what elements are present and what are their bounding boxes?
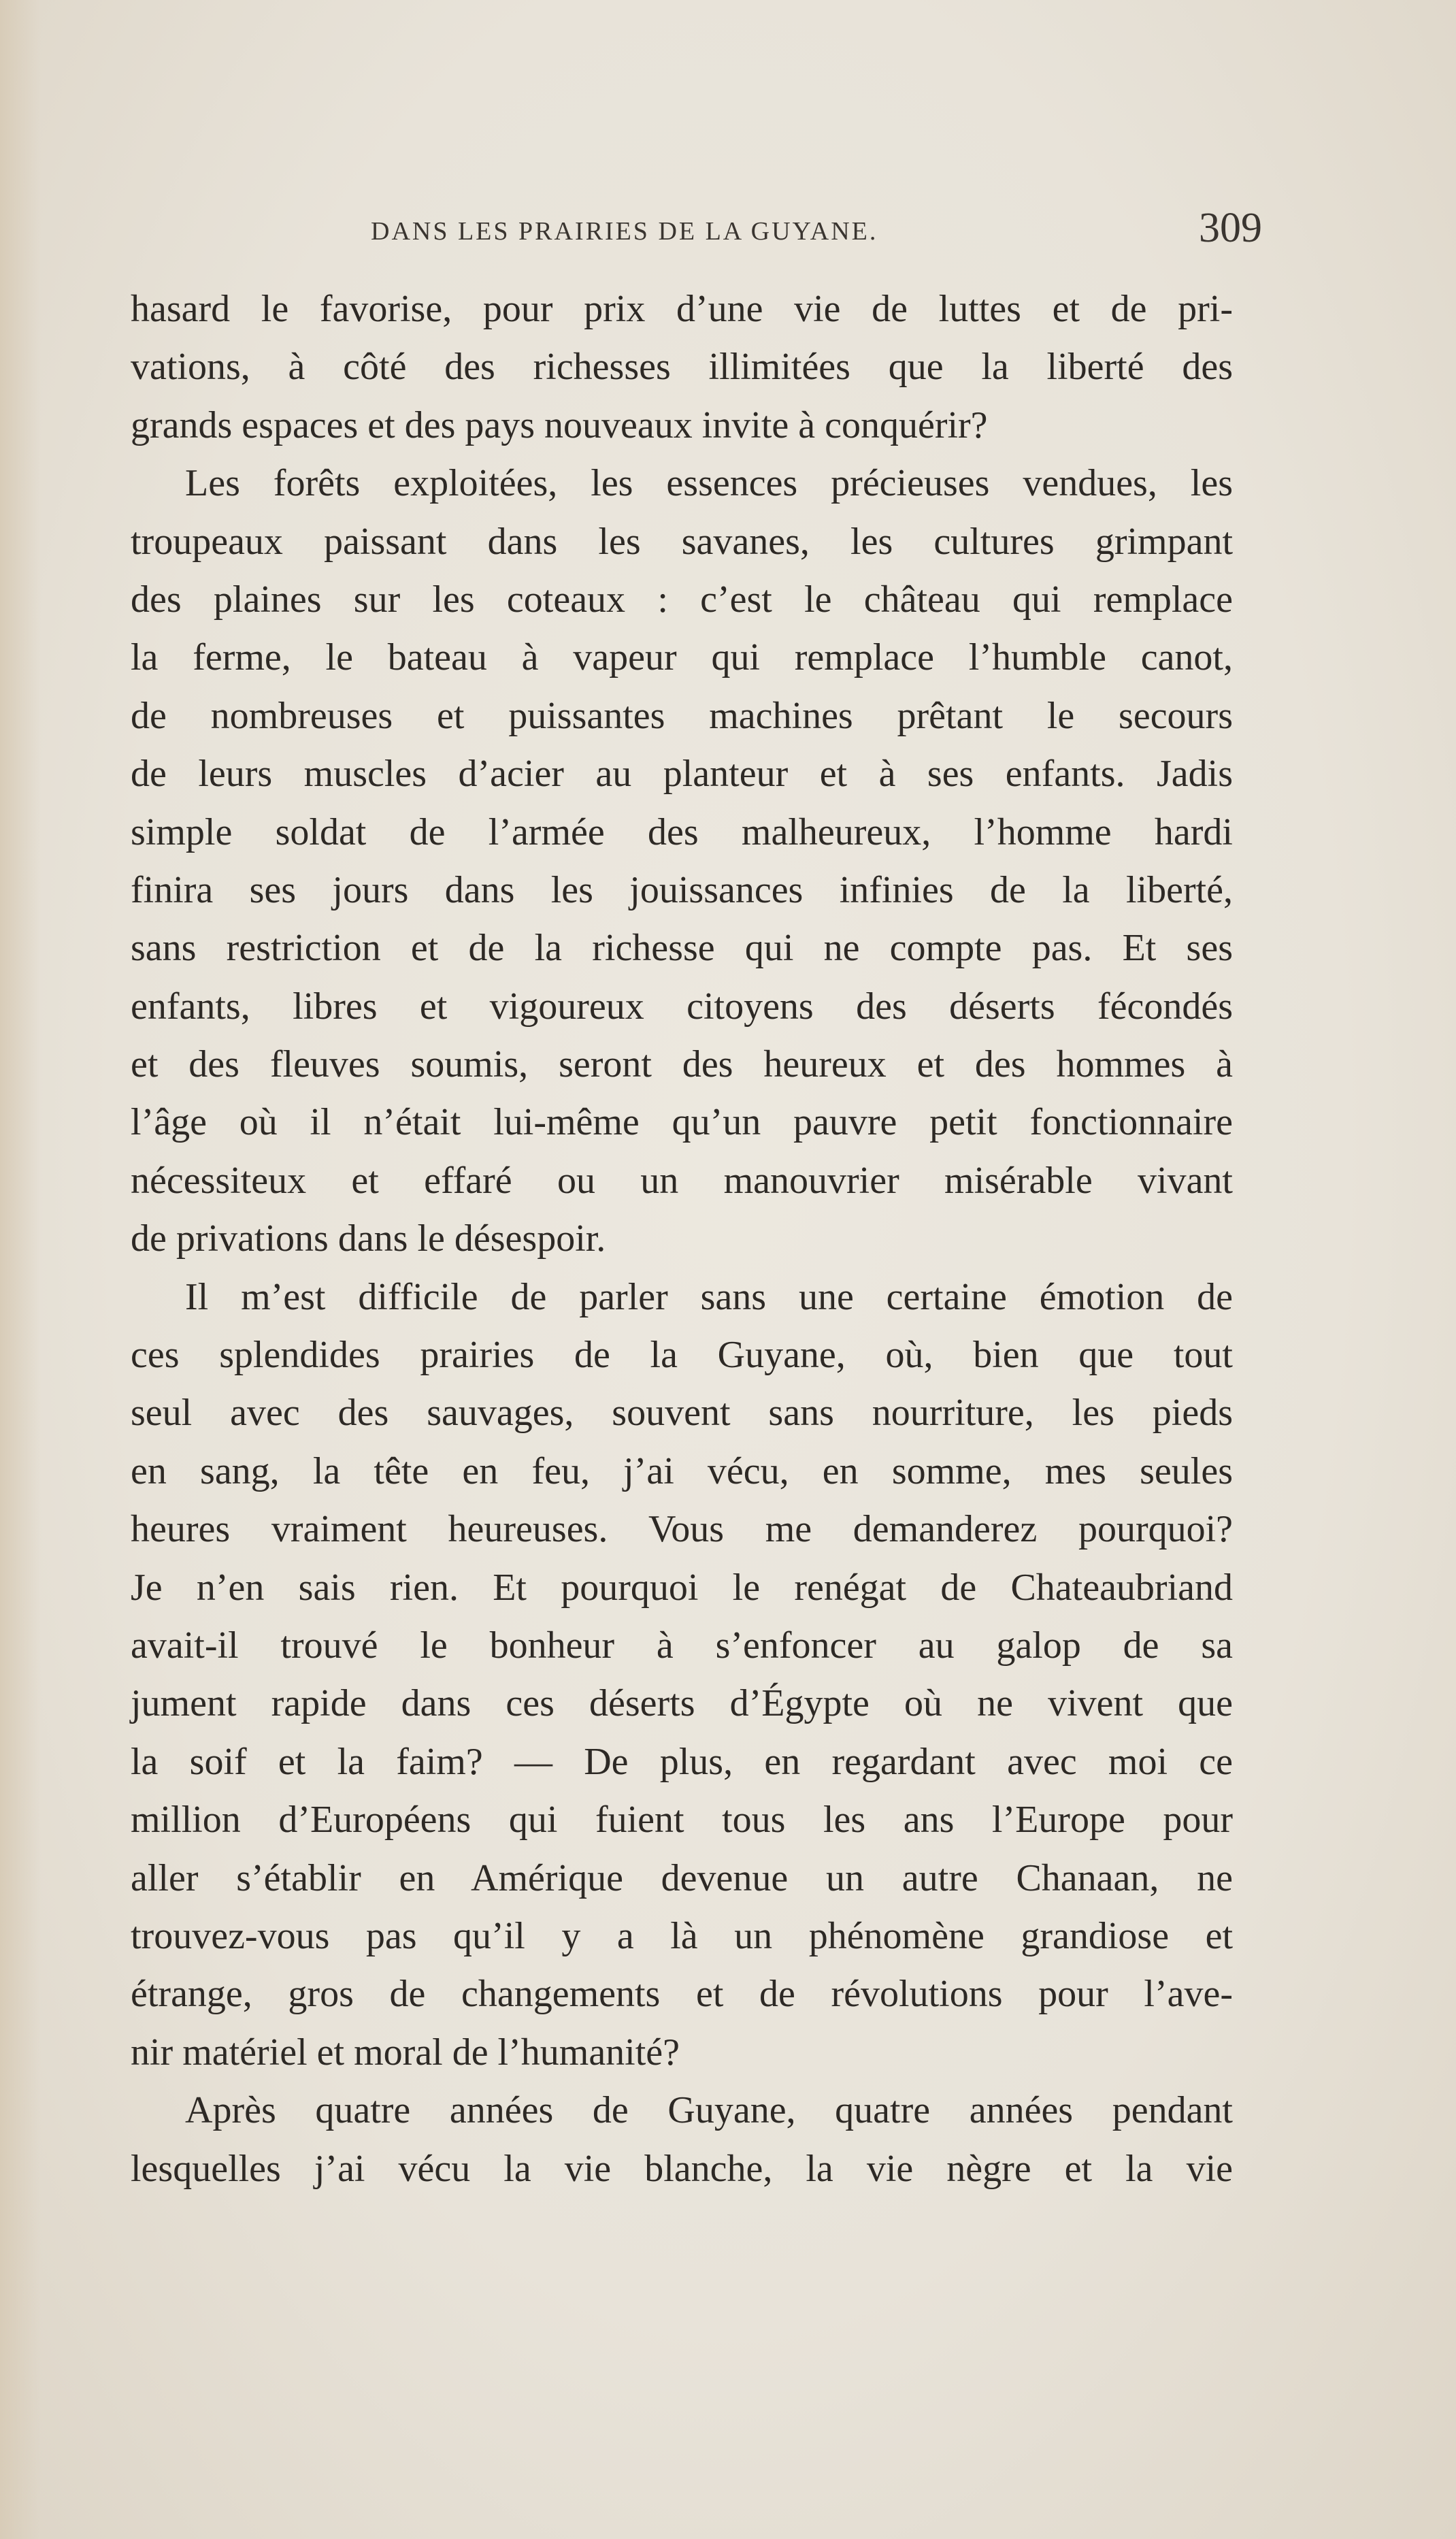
text-line: la ferme, le bateau à vapeur qui remplace l’humble canot, xyxy=(131,636,1233,679)
body-text xyxy=(131,280,1233,2198)
text-line: et des fleuves soumis, seront des heureux et des hommes à xyxy=(131,1043,1233,1086)
text-line: aller s’établir en Amérique devenue un autre Chanaan, ne xyxy=(131,1856,1233,1899)
text-line: de leurs muscles d’acier au planteur et à ses enfants. Jadis xyxy=(131,753,1233,796)
text-line: grands espaces et des pays nouveaux invite à conquérir? xyxy=(131,404,988,446)
text-line: million d’Européens qui fuient tous les ans l’Europe pour xyxy=(131,1799,1233,1841)
text-line: hasard le favorise, pour prix d’une vie de luttes et de pri- xyxy=(131,288,1233,330)
text-line: troupeaux paissant dans les savanes, les cultures grimpant xyxy=(131,520,1233,563)
text-line: simple soldat de l’armée des malheureux, l’homme hardi xyxy=(131,810,1233,853)
text-line: étrange, gros de changements et de révolutions pour l’ave- xyxy=(131,1973,1233,2016)
text-line: enfants, libres et vigoureux citoyens des déserts fécondés xyxy=(131,985,1233,1028)
paragraph-start-line: Les forêts exploitées, les essences précieuses vendues, les xyxy=(185,462,1233,505)
text-line: l’âge où il n’était lui-même qu’un pauvre petit fonctionnaire xyxy=(131,1101,1233,1144)
running-title: DANS LES PRAIRIES DE LA GUYANE. xyxy=(371,217,878,246)
text-line: lesquelles j’ai vécu la vie blanche, la vie nègre et la vie xyxy=(131,2147,1233,2190)
text-line: Je n’en sais rien. Et pourquoi le renégat de Chateaubriand xyxy=(131,1566,1233,1609)
text-line: finira ses jours dans les jouissances infinies de la liberté, xyxy=(131,868,1233,911)
text-line: vations, à côté des richesses illimitées que la liberté des xyxy=(131,346,1233,389)
text-line: nir matériel et moral de l’humanité? xyxy=(131,2031,680,2074)
text-line: de privations dans le désespoir. xyxy=(131,1217,606,1260)
text-line: de nombreuses et puissantes machines prêtant le secours xyxy=(131,694,1233,737)
text-line: la soif et la faim? — De plus, en regardant avec moi ce xyxy=(131,1740,1233,1783)
paragraph-start-line: Il m’est difficile de parler sans une certaine émotion de xyxy=(185,1275,1233,1318)
text-line: des plaines sur les coteaux : c’est le château qui remplace xyxy=(131,578,1233,621)
text-line: sans restriction et de la richesse qui ne compte pas. Et ses xyxy=(131,927,1233,970)
text-line: heures vraiment heureuses. Vous me demanderez pourquoi? xyxy=(131,1508,1233,1551)
running-head xyxy=(371,204,1262,259)
text-line: seul avec des sauvages, souvent sans nourriture, les pieds xyxy=(131,1392,1233,1435)
page-number: 309 xyxy=(1199,205,1262,251)
paragraph-start-line: Après quatre années de Guyane, quatre années pendant xyxy=(185,2089,1233,2132)
text-line: trouvez-vous pas qu’il y a là un phénomène grandiose et xyxy=(131,1914,1233,1957)
text-line: en sang, la tête en feu, j’ai vécu, en somme, mes seules xyxy=(131,1449,1233,1492)
text-line: ces splendides prairies de la Guyane, où, bien que tout xyxy=(131,1334,1233,1377)
text-line: avait-il trouvé le bonheur à s’enfoncer au galop de sa xyxy=(131,1624,1233,1667)
text-line: nécessiteux et effaré ou un manouvrier misérable vivant xyxy=(131,1159,1233,1202)
text-line: jument rapide dans ces déserts d’Égypte où ne vivent que xyxy=(131,1682,1233,1725)
